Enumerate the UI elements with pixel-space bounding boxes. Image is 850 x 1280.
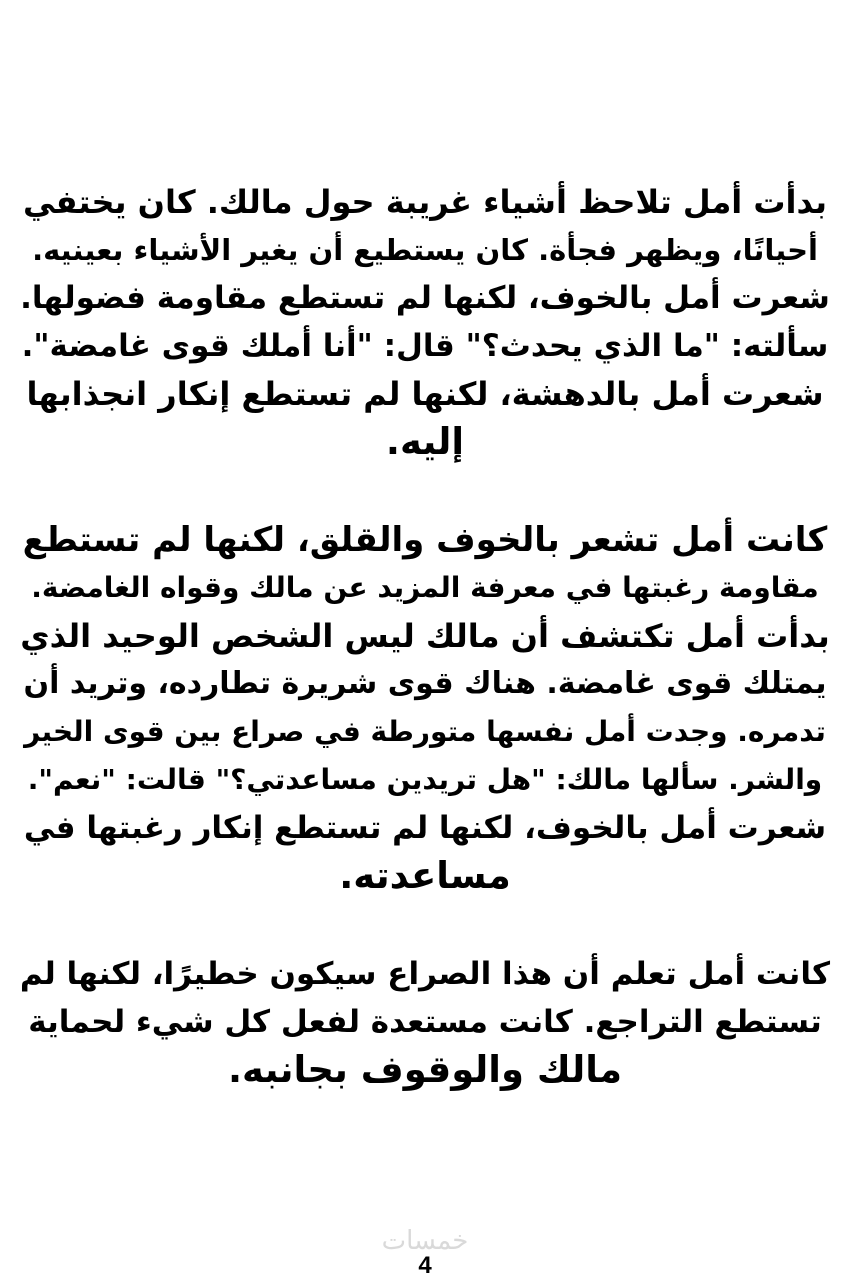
paragraph-line: تستطع التراجع. كانت مستعدة لفعل كل شيء لحماية (28, 1004, 822, 1040)
paragraph-line: أحيانًا، ويظهر فجأة. كان يستطيع أن يغير الأشياء بعينيه. (32, 233, 818, 267)
paragraph-line: بدأت أمل تكتشف أن مالك ليس الشخص الوحيد الذي (20, 617, 830, 655)
paragraph-line: تدمره. وجدت أمل نفسها متورطة في صراع بين قوى الخير (24, 715, 826, 748)
paragraph-line: بدأت أمل تلاحظ أشياء غريبة حول مالك. كان يختفي (22, 183, 828, 221)
paragraph-line: كانت أمل تشعر بالخوف والقلق، لكنها لم تستطع (22, 520, 828, 560)
watermark-logo: خمسات (381, 1226, 469, 1256)
paragraph-line: مقاومة رغبتها في معرفة المزيد عن مالك وقواه الغامضة. (31, 571, 819, 604)
paragraph-line: مالك والوقوف بجانبه. (227, 1048, 623, 1091)
paragraph-line: كانت أمل تعلم أن هذا الصراع سيكون خطيرًا، لكنها لم (19, 956, 830, 992)
paragraph-line: شعرت أمل بالدهشة، لكنها لم تستطع إنكار انجذابها (26, 375, 824, 413)
paragraph-line: إليه. (385, 420, 465, 463)
paragraph-line: سألته: "ما الذي يحدث؟" قال: "أنا أملك قوى غامضة". (21, 328, 829, 364)
paragraph-3 (20, 950, 830, 1094)
page-number: 4 (418, 1252, 432, 1279)
paragraph-line: والشر. سألها مالك: "هل تريدين مساعدتي؟" قالت: "نعم". (27, 763, 823, 796)
paragraph-line: شعرت أمل بالخوف، لكنها لم تستطع مقاومة فضولها. (20, 280, 830, 316)
paragraph-line: يمتلك قوى غامضة. هناك قوى شريرة تطارده، وتريد أن (23, 666, 827, 701)
paragraph-line: مساعدته. (339, 854, 511, 897)
paragraph-line: شعرت أمل بالخوف، لكنها لم تستطع إنكار رغبتها في (23, 810, 827, 846)
paragraph-1 (20, 178, 830, 466)
paragraph-2 (20, 516, 830, 900)
